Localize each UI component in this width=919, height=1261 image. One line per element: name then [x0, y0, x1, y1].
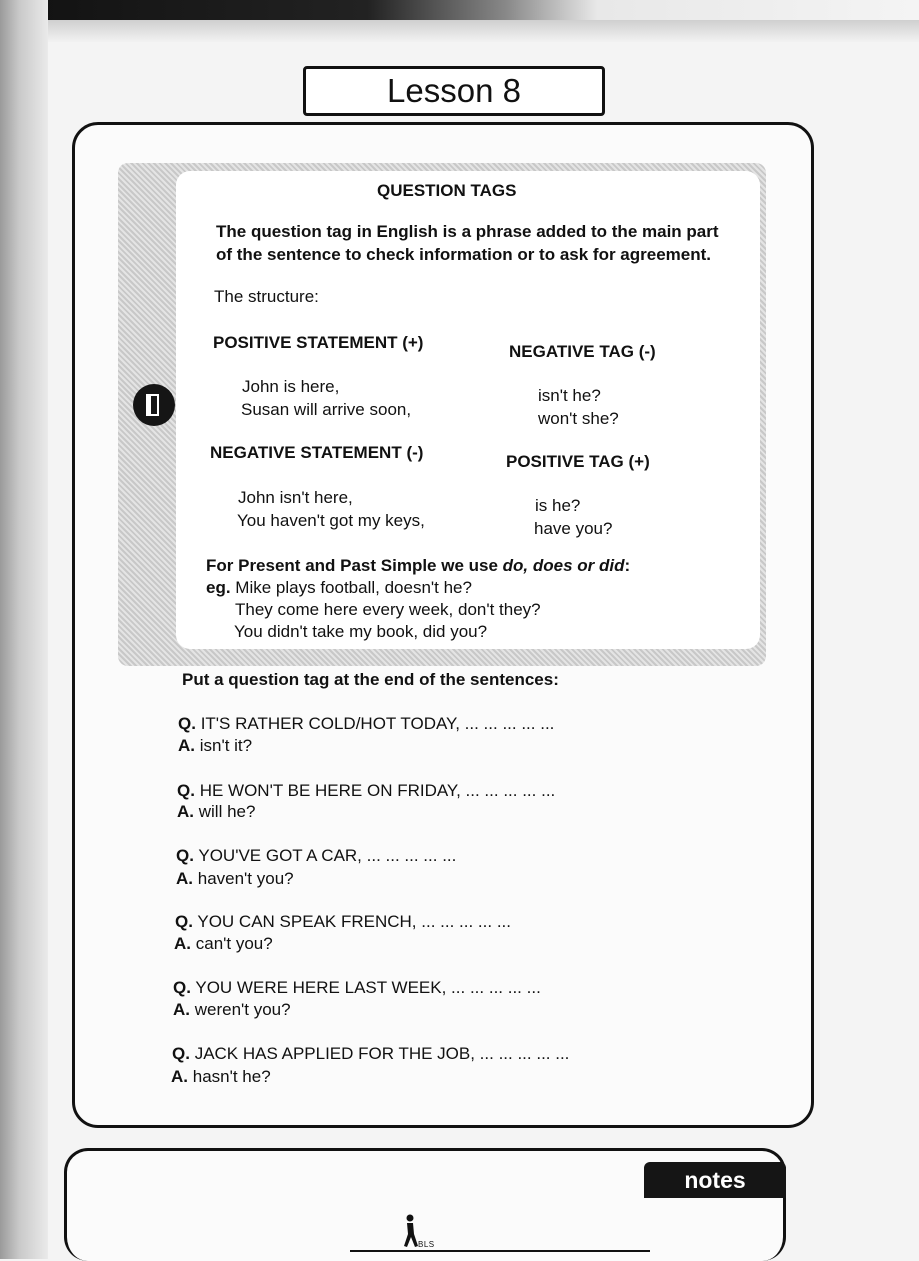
q-label: Q. [176, 846, 194, 865]
negative-statement-example: You haven't got my keys, [237, 511, 425, 530]
question-text: JACK HAS APPLIED FOR THE JOB, ... ... ... ... ... [194, 1044, 570, 1063]
grammar-intro-line1: The question tag in English is a phrase added to the main part [216, 222, 719, 241]
exercise-instruction: Put a question tag at the end of the sentences: [182, 670, 559, 689]
positive-statement-example: John is here, [242, 377, 340, 396]
positive-statement-header: POSITIVE STATEMENT (+) [213, 333, 424, 352]
simple-example: Mike plays football, doesn't he? [235, 578, 472, 597]
scan-shadow-top [0, 0, 919, 22]
negative-tag-example: won't she? [538, 409, 619, 428]
answer-text: will he? [198, 802, 256, 821]
negative-statement-header: NEGATIVE STATEMENT (-) [210, 443, 424, 462]
exercise-answer [173, 1000, 291, 1020]
answer-text: isn't it? [199, 736, 253, 755]
q-label: Q. [175, 912, 193, 931]
exercise-answer [171, 1067, 271, 1087]
q-label: Q. [178, 714, 196, 733]
a-label: A. [174, 934, 191, 953]
question-text: IT'S RATHER COLD/HOT TODAY, ... ... ... ... ... [200, 714, 555, 733]
footer-rule [350, 1250, 650, 1252]
q-label: Q. [172, 1044, 190, 1063]
exercise-question [172, 1044, 569, 1064]
page-top-edge [40, 20, 919, 42]
exercise-question [176, 846, 456, 866]
simple-example: They come here every week, don't they? [235, 600, 541, 619]
a-label: A. [171, 1067, 188, 1086]
q-label: Q. [173, 978, 191, 997]
q-label: Q. [177, 781, 195, 800]
simple-tense-rule [206, 556, 630, 576]
book-spine-shadow [0, 0, 48, 1259]
answer-text: haven't you? [197, 869, 294, 888]
positive-tag-example: have you? [534, 519, 613, 538]
exercise-answer [176, 869, 294, 889]
lesson-title: Lesson 8 [303, 66, 605, 116]
eg-label: eg. [206, 578, 231, 597]
positive-tag-header: POSITIVE TAG (+) [506, 452, 650, 471]
exercise-question [175, 912, 511, 932]
question-text: YOU'VE GOT A CAR, ... ... ... ... ... [198, 846, 457, 865]
a-label: A. [176, 869, 193, 888]
question-text: YOU CAN SPEAK FRENCH, ... ... ... ... ... [197, 912, 511, 931]
simple-rule-prefix: For Present and Past Simple we use [206, 556, 503, 575]
notes-label: notes [644, 1162, 786, 1198]
a-label: A. [177, 802, 194, 821]
publisher-logo-text: BLS [418, 1240, 435, 1249]
structure-label: The structure: [214, 287, 319, 306]
exercise-answer [177, 802, 255, 822]
question-text: HE WON'T BE HERE ON FRIDAY, ... ... ... ... ... [199, 781, 556, 800]
exercise-question [178, 714, 554, 734]
exercise-question [177, 781, 555, 801]
exercise-answer [174, 934, 273, 954]
negative-statement-example: John isn't here, [238, 488, 353, 507]
simple-rule-suffix: : [624, 556, 631, 575]
grammar-intro-line2: of the sentence to check information or to ask for agreement. [216, 245, 711, 264]
book-icon [133, 384, 175, 426]
simple-example-row [206, 578, 472, 598]
positive-statement-example: Susan will arrive soon, [241, 400, 412, 419]
exercise-answer [178, 736, 252, 756]
positive-tag-example: is he? [535, 496, 581, 515]
simple-rule-words: do, does or did [502, 556, 625, 575]
exercise-question [173, 978, 541, 998]
a-label: A. [178, 736, 195, 755]
simple-example: You didn't take my book, did you? [234, 622, 488, 641]
answer-text: hasn't he? [192, 1067, 271, 1086]
walking-man-logo-icon [401, 1214, 419, 1248]
answer-text: weren't you? [194, 1000, 291, 1019]
negative-tag-header: NEGATIVE TAG (-) [509, 342, 656, 361]
negative-tag-example: isn't he? [538, 386, 601, 405]
a-label: A. [173, 1000, 190, 1019]
answer-text: can't you? [195, 934, 273, 953]
grammar-heading: QUESTION TAGS [377, 181, 517, 200]
question-text: YOU WERE HERE LAST WEEK, ... ... ... ... ... [195, 978, 541, 997]
